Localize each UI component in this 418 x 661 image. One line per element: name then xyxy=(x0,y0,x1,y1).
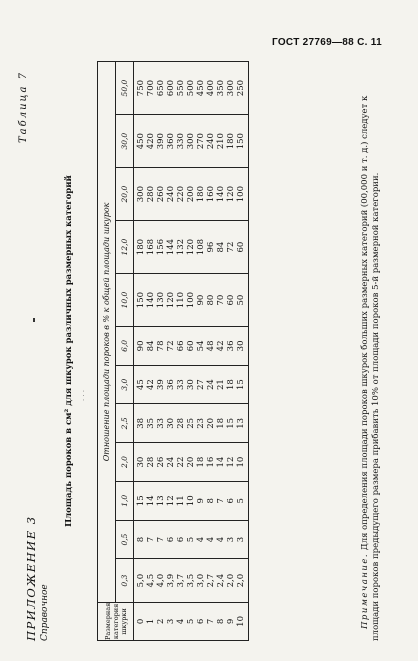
table-cell: 270 xyxy=(196,133,206,150)
table-cell: 28 xyxy=(176,417,186,429)
table-cell: 35 xyxy=(146,417,156,429)
value-column xyxy=(134,481,249,520)
table-cell: 33 xyxy=(156,417,166,429)
percent-header: 2,5 xyxy=(116,404,134,443)
table-cell: 12 xyxy=(166,495,176,507)
table-cell: 260 xyxy=(156,186,166,203)
table-cell: 72 xyxy=(226,241,236,253)
table-cell: 30 xyxy=(166,417,176,429)
table-cell: 84 xyxy=(216,241,226,253)
table-cell: 0 xyxy=(136,618,146,625)
table-cell: 450 xyxy=(136,133,146,150)
table-cell: 350 xyxy=(216,79,226,97)
table-cell: 42 xyxy=(216,340,226,352)
table-cell: 420 xyxy=(146,133,156,150)
table-cell: 20 xyxy=(186,456,196,468)
table-caption: Площадь пороков в см² для шкурок различных размерных категорий xyxy=(64,175,74,527)
table-cell: 180 xyxy=(136,238,146,256)
table-cell: 360 xyxy=(166,133,176,150)
table-cell: 54 xyxy=(196,340,206,352)
table-cell: 90 xyxy=(136,340,146,352)
table-cell: 150 xyxy=(136,291,146,309)
table-cell: 72 xyxy=(166,340,176,352)
table-cell: 18 xyxy=(226,379,236,391)
table-cell: 5 xyxy=(186,536,196,543)
table-cell: 4,5 xyxy=(146,573,156,588)
percent-header: 12,0 xyxy=(116,221,134,274)
table-cell: 14 xyxy=(216,456,226,468)
table-cell: 4 xyxy=(196,536,206,543)
table-cell: 84 xyxy=(146,340,156,352)
table-cell: 700 xyxy=(146,79,156,97)
table-cell: 66 xyxy=(176,340,186,352)
table-cell: 7 xyxy=(216,498,226,504)
table-cell: 180 xyxy=(196,186,206,203)
table-cell: 2,0 xyxy=(226,573,236,588)
percent-header: 20,0 xyxy=(116,168,134,221)
table-cell: 750 xyxy=(136,79,146,97)
table-cell: 210 xyxy=(216,133,226,150)
table-cell: 7 xyxy=(146,536,156,543)
value-column xyxy=(134,168,249,221)
table-cell: 14 xyxy=(146,495,156,507)
table-cell: 100 xyxy=(236,186,246,203)
table-cell: 27 xyxy=(196,379,206,391)
table-cell: 50 xyxy=(236,294,246,306)
table-cell: 240 xyxy=(206,133,216,150)
category-header: Размерная категория шкурки xyxy=(98,602,134,640)
percent-header: 3,0 xyxy=(116,365,134,404)
table-cell: 96 xyxy=(206,241,216,253)
table-cell: 600 xyxy=(166,79,176,97)
value-column xyxy=(134,404,249,443)
table-cell: 30 xyxy=(236,340,246,352)
table-cell: 60 xyxy=(236,241,246,253)
table-cell: 18 xyxy=(196,456,206,468)
table-cell: 45 xyxy=(136,379,146,391)
table-cell: 13 xyxy=(236,417,246,429)
table-cell: 120 xyxy=(186,238,196,256)
table-cell: 30 xyxy=(186,379,196,391)
table-cell: 8 xyxy=(206,498,216,504)
table-cell: 5 xyxy=(186,618,196,625)
appendix-type: Справочное xyxy=(40,584,50,641)
table-cell: 2,7 xyxy=(206,573,216,588)
table-cell: 18 xyxy=(216,417,226,429)
table-cell: 280 xyxy=(146,186,156,203)
table-cell: 108 xyxy=(196,238,206,256)
table-cell: 1 xyxy=(146,618,156,625)
table-cell: 15 xyxy=(136,495,146,507)
table-cell: 22 xyxy=(176,456,186,468)
table-cell: 4 xyxy=(216,536,226,543)
table-cell: 144 xyxy=(166,238,176,256)
table-cell: 25 xyxy=(186,417,196,429)
table-cell: 78 xyxy=(156,340,166,352)
table-cell: 3 xyxy=(236,536,246,543)
table-cell: 400 xyxy=(206,79,216,97)
table-cell: 120 xyxy=(166,291,176,309)
table-cell: 6 xyxy=(226,498,236,504)
table-cell: 10 xyxy=(236,456,246,468)
table-cell: 80 xyxy=(206,294,216,306)
value-column xyxy=(134,559,249,602)
percent-header: 6,0 xyxy=(116,327,134,366)
table-cell: 28 xyxy=(146,456,156,468)
table-cell: 7 xyxy=(206,618,216,625)
appendix-title: ПРИЛОЖЕНИЕ 3 xyxy=(24,515,38,641)
table-cell: 120 xyxy=(226,186,236,203)
table-cell: 132 xyxy=(176,238,186,256)
table-cell: 330 xyxy=(176,133,186,150)
table-cell: 200 xyxy=(186,186,196,203)
percent-header: 2,0 xyxy=(116,443,134,482)
table-cell: 8 xyxy=(216,618,226,625)
percent-header: 0,3 xyxy=(116,559,134,602)
table-cell: 6 xyxy=(166,536,176,543)
table-cell: 4 xyxy=(176,618,186,625)
table-cell: 36 xyxy=(226,340,236,352)
table-cell: 4 xyxy=(206,536,216,543)
value-column xyxy=(134,443,249,482)
table-cell: 300 xyxy=(136,186,146,203)
table-cell: 168 xyxy=(146,238,156,256)
table-cell: 6 xyxy=(196,618,206,625)
table-cell: 33 xyxy=(176,379,186,391)
table-cell: 16 xyxy=(206,456,216,468)
table-cell: 2 xyxy=(156,618,166,625)
value-column xyxy=(134,221,249,274)
table-cell: 2,4 xyxy=(216,573,226,588)
category-column xyxy=(134,602,249,640)
table-cell: 30 xyxy=(136,456,146,468)
value-column xyxy=(134,520,249,559)
table-cell: 3 xyxy=(166,618,176,625)
table-cell: 180 xyxy=(226,133,236,150)
table-cell: 6 xyxy=(176,536,186,543)
table-cell: 24 xyxy=(166,456,176,468)
percent-header: 30,0 xyxy=(116,115,134,168)
table-cell: 7 xyxy=(156,536,166,543)
percent-header: 50,0 xyxy=(116,62,134,115)
table-cell: 60 xyxy=(186,340,196,352)
table-cell: 390 xyxy=(156,133,166,150)
table-cell: 9 xyxy=(196,498,206,504)
table-cell: 90 xyxy=(196,294,206,306)
value-column xyxy=(134,327,249,366)
table-cell: 11 xyxy=(176,495,186,507)
table-cell: 4,0 xyxy=(156,573,166,588)
table-cell: 250 xyxy=(236,79,246,97)
table-cell: 9 xyxy=(226,618,236,625)
table-cell: 110 xyxy=(176,291,186,309)
percent-header: 0,5 xyxy=(116,520,134,559)
value-column xyxy=(134,274,249,327)
standard-header: ГОСТ 27769—88 С. 11 xyxy=(272,37,382,48)
table-cell: 2,0 xyxy=(236,573,246,588)
table-cell: 3,5 xyxy=(186,573,196,588)
table-cell: 23 xyxy=(196,417,206,429)
table-cell: 10 xyxy=(186,495,196,507)
defect-area-table xyxy=(97,61,249,641)
note-label: Примечание. xyxy=(360,552,370,629)
percent-header: 10,0 xyxy=(116,274,134,327)
table-cell: 3,7 xyxy=(176,573,186,588)
table-cell: 3,9 xyxy=(166,573,176,588)
table-cell: 21 xyxy=(216,379,226,391)
table-cell: 300 xyxy=(226,79,236,97)
table-cell: 220 xyxy=(176,186,186,203)
table-label: Таблица 7 xyxy=(18,71,29,144)
percent-group-header: Отношение площади пороков в % к общей площади шкурок xyxy=(98,62,116,603)
table-cell: 42 xyxy=(146,379,156,391)
table-cell: 39 xyxy=(156,379,166,391)
value-column xyxy=(134,365,249,404)
ornament: · · · xyxy=(80,389,88,401)
table-cell: 38 xyxy=(136,417,146,429)
table-cell: 140 xyxy=(146,291,156,309)
table-cell: 48 xyxy=(206,340,216,352)
table-cell: 8 xyxy=(136,536,146,543)
table-cell: 36 xyxy=(166,379,176,391)
table-cell: 3 xyxy=(226,536,236,543)
note xyxy=(360,61,382,641)
table-cell: 160 xyxy=(206,186,216,203)
table-cell: 26 xyxy=(156,456,166,468)
note-text: Для определения площади пороков шкурок больших размерных категорий (00,000 и т. д.) следует к площади пороков предыдущего размера прибавить 10% от площади пороков 5-й размерной категории. xyxy=(360,95,381,641)
table-cell: 10 xyxy=(236,616,246,627)
table-cell: 5 xyxy=(236,498,246,504)
table-cell: 240 xyxy=(166,186,176,203)
table-cell: 15 xyxy=(236,379,246,391)
rotated-page xyxy=(16,61,411,641)
table-cell: 13 xyxy=(156,495,166,507)
table-cell: 20 xyxy=(206,417,216,429)
table-cell: 156 xyxy=(156,238,166,256)
table-cell: 12 xyxy=(226,456,236,468)
table-cell: 450 xyxy=(196,79,206,97)
table-cell: 3,0 xyxy=(196,573,206,588)
table-cell: 300 xyxy=(186,133,196,150)
value-column xyxy=(134,62,249,115)
table-cell: 24 xyxy=(206,379,216,391)
table-cell: 550 xyxy=(176,79,186,97)
table-cell: 60 xyxy=(226,294,236,306)
percent-header: 1,0 xyxy=(116,481,134,520)
table-cell: 650 xyxy=(156,79,166,97)
table-cell: 5,0 xyxy=(136,573,146,588)
table-cell: 130 xyxy=(156,291,166,309)
table-cell: 70 xyxy=(216,294,226,306)
table-cell: 150 xyxy=(236,133,246,150)
value-column xyxy=(134,115,249,168)
table-cell: 15 xyxy=(226,417,236,429)
table-cell: 500 xyxy=(186,79,196,97)
table-cell: 100 xyxy=(186,291,196,309)
table-cell: 140 xyxy=(216,186,226,203)
